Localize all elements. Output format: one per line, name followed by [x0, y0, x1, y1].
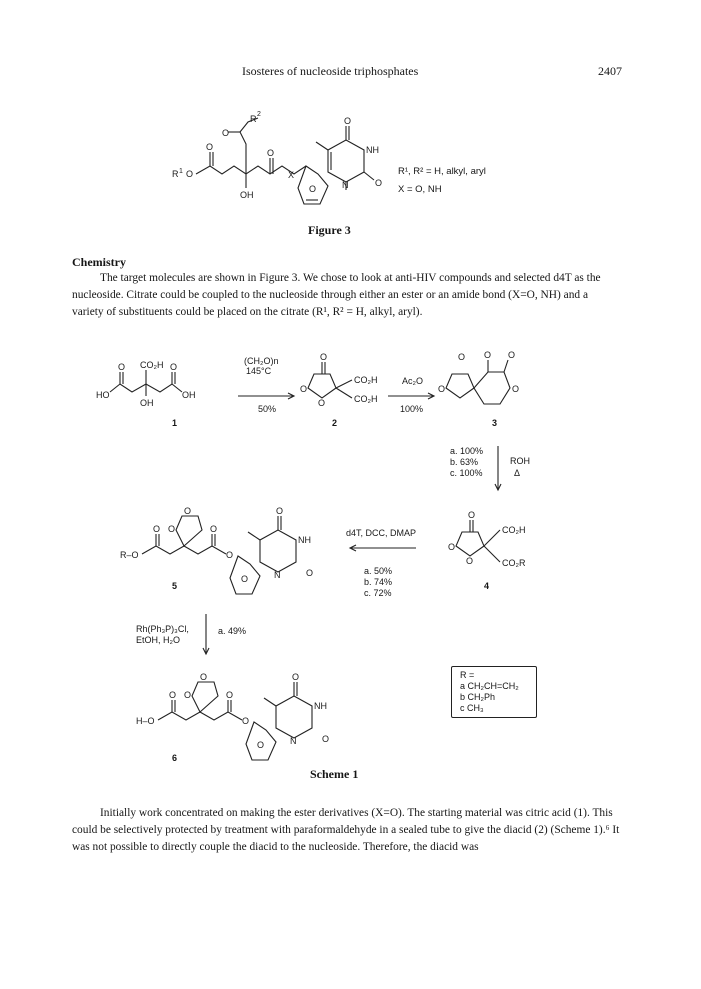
- c1-oh2: OH: [182, 390, 196, 400]
- c4-o3: O: [466, 556, 474, 566]
- step1-yield: 50%: [258, 404, 277, 414]
- step3-yield-c: c. 100%: [450, 468, 483, 478]
- step5-reagent2: EtOH, H₂O: [136, 635, 180, 645]
- compound-5-number: 5: [172, 581, 178, 591]
- figure-3-caption: Figure 3: [308, 223, 351, 237]
- fig3-atom-o1: O: [206, 142, 214, 152]
- scheme-1-row-2: [120, 498, 580, 598]
- compound-4-number: 4: [484, 581, 490, 591]
- c4-o1: O: [468, 510, 476, 520]
- c5-o5: O: [226, 550, 234, 560]
- compound-6-number: 6: [172, 753, 178, 763]
- c3-o4: O: [508, 350, 516, 360]
- fig3-atom-r1: R: [172, 169, 179, 179]
- fig3-atom-x: X: [288, 170, 295, 180]
- c5-o8: O: [306, 568, 314, 578]
- c1-oh: OH: [140, 398, 154, 408]
- compound-3-number: 3: [492, 418, 498, 428]
- c4-co2h: CO₂H: [502, 525, 526, 535]
- step3-reagent: ROH: [510, 456, 530, 466]
- c6-n: N: [290, 736, 297, 746]
- step3-yield-a: a. 100%: [450, 446, 484, 456]
- scheme-1-caption: Scheme 1: [310, 767, 359, 781]
- c3-o5: O: [512, 384, 520, 394]
- scheme-1-row-1: [96, 340, 546, 430]
- compound-1-number: 1: [172, 418, 178, 428]
- c4-o2: O: [448, 542, 456, 552]
- step4-yield-c: c. 72%: [364, 588, 392, 598]
- c5-o3: O: [168, 524, 176, 534]
- fig3-atom-o3: O: [267, 148, 275, 158]
- compound-2-number: 2: [332, 418, 338, 428]
- c5-o4: O: [210, 524, 218, 534]
- c5-o2: O: [184, 506, 192, 516]
- c6-ho: H–O: [136, 716, 155, 726]
- c5-o1: O: [153, 524, 161, 534]
- fig3-atom-o5: O: [186, 169, 194, 179]
- c5-o6: O: [276, 506, 284, 516]
- c2-o1: O: [320, 352, 328, 362]
- step5-yield: a. 49%: [218, 626, 247, 636]
- section-title: Chemistry: [72, 255, 126, 269]
- c1-ho: HO: [96, 390, 110, 400]
- r-box-title: R =: [460, 670, 475, 680]
- page-number: 2407: [598, 64, 622, 78]
- c1-o2: O: [170, 362, 178, 372]
- step3-yield-b: b. 63%: [450, 457, 479, 467]
- step4-yields: [364, 566, 392, 599]
- r-box-item-a: a CH₂CH=CH₂: [460, 681, 519, 691]
- c5-ro: R–O: [120, 550, 139, 560]
- c3-o3: O: [484, 350, 492, 360]
- c6-o3: O: [184, 690, 192, 700]
- paragraph-2: Initially work concentrated on making the ester derivatives (X=O). The starting material was citric acid (1). This could be selectively protected by treatment with paraformaldehyde in a sealed tube to give the diacid (2) (Scheme 1).⁶ It was not possible to directly couple the diacid to the nucleoside. Therefore, the diacid was: [72, 807, 620, 853]
- step1-reagent1: (CH₂O)n: [244, 356, 279, 366]
- c5-o7: O: [241, 574, 249, 584]
- fig3-atom-o2: O: [222, 128, 230, 138]
- step5-arrow: [198, 612, 218, 660]
- c6-o7: O: [257, 740, 265, 750]
- step2-reagent: Ac₂O: [402, 376, 423, 386]
- c6-o6: O: [292, 672, 300, 682]
- c1-o1: O: [118, 362, 126, 372]
- step4-yield-a: a. 50%: [364, 566, 393, 576]
- step1-reagent2: 145°C: [246, 366, 272, 376]
- c6-o4: O: [226, 690, 234, 700]
- fig3-legend-line1: R¹, R² = H, alkyl, aryl: [398, 166, 486, 177]
- r-box-item-b: b CH₂Ph: [460, 692, 496, 702]
- r-box-item-c: c CH₃: [460, 703, 484, 713]
- fig3-atom-nh: NH: [366, 145, 379, 155]
- paragraph-1: The target molecules are shown in Figure 3. We chose to look at anti-HIV compounds and selected d4T as the nucleoside. Citrate could be coupled to the nucleoside through either an ester or an amide bond (X=O, NH) and a variety of substituents could be placed on the citrate (R¹, R² = H, alkyl, aryl).: [72, 272, 601, 318]
- step2-yield: 100%: [400, 404, 424, 414]
- c6-nh: NH: [314, 701, 327, 711]
- c6-o2: O: [200, 672, 208, 682]
- step5-reagents: [136, 624, 189, 646]
- running-title: Isosteres of nucleoside triphosphates: [242, 64, 419, 78]
- fig3-atom-r1-sup: 1: [179, 168, 183, 175]
- fig3-atom-o4: O: [344, 116, 352, 126]
- c2-co2h2: CO₂H: [354, 394, 378, 404]
- fig3-atom-n: N: [342, 180, 349, 190]
- c4-co2r: CO₂R: [502, 558, 526, 568]
- step3-arrow: [490, 444, 510, 496]
- c5-n: N: [274, 570, 281, 580]
- fig3-atom-o6: O: [309, 184, 317, 194]
- step3-yields: [450, 446, 483, 479]
- step4-yield-b: b. 74%: [364, 577, 393, 587]
- c6-o5: O: [242, 716, 250, 726]
- fig3-atom-r: R: [250, 114, 257, 124]
- step5-reagent1: Rh(Ph₃P)₃Cl,: [136, 624, 189, 634]
- c5-nh: NH: [298, 535, 311, 545]
- fig3-legend-line2: X = O, NH: [398, 184, 442, 195]
- c2-o3: O: [318, 398, 326, 408]
- c6-o1: O: [169, 690, 177, 700]
- c1-co2h: CO₂H: [140, 360, 164, 370]
- c2-o2: O: [300, 384, 308, 394]
- fig3-atom-o7: O: [375, 178, 383, 188]
- fig3-atom-r-sup: 2: [257, 111, 261, 118]
- c2-co2h1: CO₂H: [354, 375, 378, 385]
- step3-condition: Δ: [514, 468, 521, 478]
- r-substituent-box: [451, 666, 537, 718]
- compound-6-structure: [136, 664, 336, 764]
- c3-o1: O: [458, 352, 466, 362]
- c3-o2: O: [438, 384, 446, 394]
- fig3-atom-oh: OH: [240, 190, 254, 200]
- c6-o8: O: [322, 734, 330, 744]
- step4-reagent: d4T, DCC, DMAP: [346, 528, 417, 538]
